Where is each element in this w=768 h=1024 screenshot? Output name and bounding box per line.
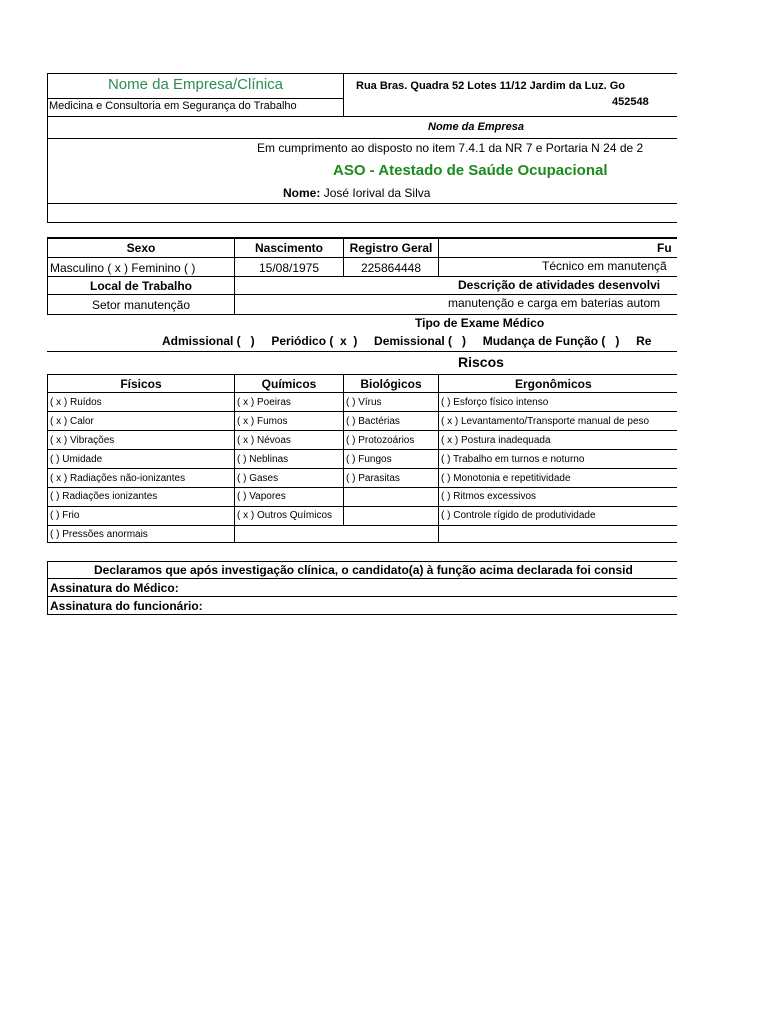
rule (47, 73, 677, 74)
workplace-label: Local de Trabalho (89, 279, 193, 293)
risk-header-quimicos: Químicos (261, 377, 317, 391)
risk-item: ( ) Parasitas (346, 473, 400, 484)
risk-item: ( x ) Outros Químicos (237, 510, 333, 521)
activities-label: Descrição de atividades desenvolvi (458, 278, 661, 292)
rule (47, 542, 677, 543)
rule (47, 614, 677, 615)
risk-item: ( ) Frio (50, 510, 80, 521)
company-title: Nome da Empresa/Clínica (107, 76, 284, 93)
rule (47, 430, 677, 431)
rule (47, 237, 677, 239)
risk-header-biologicos: Biológicos (360, 377, 422, 391)
rule (47, 506, 677, 507)
risk-item: ( x ) Calor (50, 416, 94, 427)
risk-item: ( ) Monotonia e repetitividade (441, 473, 571, 484)
rule (47, 276, 677, 277)
risk-item: ( ) Fungos (346, 454, 392, 465)
rule (47, 578, 677, 579)
risk-item: ( x ) Radiações não-ionizantes (50, 473, 186, 484)
rule (47, 73, 48, 223)
rg-label: Registro Geral (349, 241, 433, 255)
rule (47, 596, 677, 597)
exam-title: Tipo de Exame Médico (415, 316, 545, 330)
rule (47, 98, 343, 99)
company-subtitle: Medicina e Consultoria em Segurança do Trabalho (49, 100, 297, 112)
rule (234, 374, 235, 542)
risk-item: ( ) Controle rígido de produtividade (441, 510, 596, 521)
risk-item: ( x ) Fumos (237, 416, 288, 427)
doctor-signature-label: Assinatura do Médico: (50, 581, 179, 595)
rule (47, 203, 677, 204)
rule (47, 222, 677, 223)
risk-item: ( ) Ritmos excessivos (441, 491, 537, 502)
risk-item: ( ) Bactérias (346, 416, 400, 427)
address-line-2: 452548 (612, 96, 649, 108)
risk-item: ( ) Umidade (50, 454, 103, 465)
function-value: Técnico em manutençã (542, 259, 667, 273)
rule (438, 374, 439, 542)
rule (47, 561, 48, 615)
rule (438, 237, 439, 276)
rule (47, 468, 677, 469)
risk-item: ( x ) Postura inadequada (441, 435, 551, 446)
rule (47, 257, 677, 258)
declaration-text: Declaramos que após investigação clínica, o candidato(a) à função acima declarada foi consid (94, 563, 633, 577)
name-value: José Iorival da Silva (323, 186, 431, 200)
rule (47, 374, 48, 542)
rule (47, 138, 677, 139)
exam-options: Admissional ( ) Periódico ( x ) Demissional ( ) Mudança de Função ( ) Re (162, 334, 652, 348)
rule (343, 374, 344, 525)
risk-item: ( ) Pressões anormais (50, 529, 148, 540)
sex-label: Sexo (126, 241, 156, 255)
risk-header-ergonomicos: Ergonômicos (515, 377, 592, 391)
rule (47, 351, 677, 352)
rule (47, 449, 677, 450)
rule (47, 314, 677, 315)
employee-signature-label: Assinatura do funcionário: (50, 599, 203, 613)
birth-label: Nascimento (254, 241, 324, 255)
rule (47, 525, 677, 526)
rule (343, 73, 344, 116)
workplace-value: Setor manutenção (91, 298, 191, 312)
rule (47, 116, 677, 117)
company-name: Nome da Empresa (428, 121, 524, 133)
risk-item: ( x ) Névoas (237, 435, 291, 446)
risk-item: ( ) Protozoários (346, 435, 415, 446)
risk-item: ( ) Vapores (237, 491, 286, 502)
risk-item: ( ) Vírus (346, 397, 382, 408)
rule (47, 294, 677, 295)
risk-item: ( ) Gases (237, 473, 279, 484)
rule (47, 392, 677, 393)
risk-item: ( x ) Vibrações (50, 435, 115, 446)
risk-item: ( ) Radiações ionizantes (50, 491, 158, 502)
function-label: Fu (657, 241, 672, 255)
rule (47, 411, 677, 412)
risk-item: ( ) Neblinas (237, 454, 289, 465)
compliance-text: Em cumprimento ao disposto no item 7.4.1 da NR 7 e Portaria N 24 de 2 (257, 141, 644, 155)
sex-value: Masculino ( x ) Feminino ( ) (50, 261, 196, 275)
risk-item: ( x ) Levantamento/Transporte manual de peso (441, 416, 650, 427)
name-label: Nome: (283, 186, 321, 200)
address-line-1: Rua Bras. Quadra 52 Lotes 11/12 Jardim da Luz. Go (356, 80, 625, 92)
risk-item: ( x ) Poeiras (237, 397, 291, 408)
name-line (283, 186, 677, 200)
risk-item: ( ) Trabalho em turnos e noturno (441, 454, 585, 465)
rg-value: 225864448 (360, 261, 422, 275)
risk-header-fisicos: Físicos (120, 377, 162, 391)
aso-title: ASO - Atestado de Saúde Ocupacional (333, 162, 608, 179)
rule (47, 374, 677, 375)
birth-value: 15/08/1975 (258, 261, 320, 275)
rule (47, 487, 677, 488)
activities-value: manutenção e carga em baterias autom (448, 296, 661, 310)
risks-title: Riscos (458, 354, 504, 370)
risk-item: ( x ) Ruídos (50, 397, 102, 408)
rule (47, 561, 677, 562)
risk-item: ( ) Esforço físico intenso (441, 397, 549, 408)
